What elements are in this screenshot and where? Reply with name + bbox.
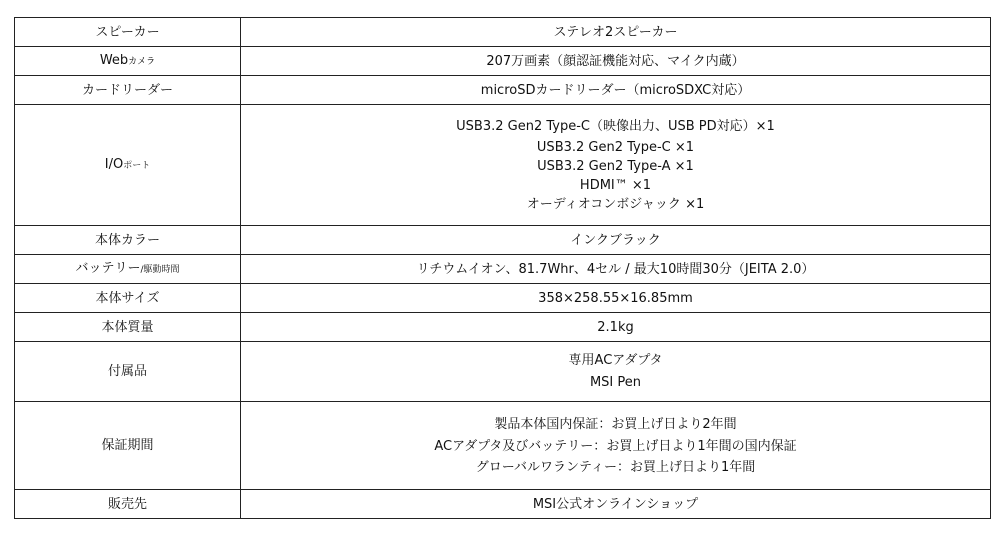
table-row-body-weight <box>15 313 991 342</box>
value-line: ACアダプタ及びバッテリー：お買上げ日より1年間の国内保証 <box>434 439 797 454</box>
row-label <box>15 342 241 402</box>
table-row-webcam <box>15 47 991 76</box>
value-line: 207万画素（顔認証機能対応、マイク内蔵） <box>486 53 745 69</box>
row-value <box>241 226 991 255</box>
row-label <box>15 226 241 255</box>
value-line: 製品本体国内保証：お買上げ日より2年間 <box>494 417 737 432</box>
value-line: ステレオ2スピーカー <box>553 24 678 40</box>
value-line: 358×258.55×16.85mm <box>538 290 693 306</box>
label-text: バッテリー <box>75 260 141 276</box>
row-label <box>15 490 241 519</box>
row-value <box>241 47 991 76</box>
table-row-body-color <box>15 226 991 255</box>
spec-table <box>14 17 991 519</box>
row-value <box>241 313 991 342</box>
table-row-battery <box>15 255 991 284</box>
row-label <box>15 18 241 47</box>
value-line: リチウムイオン、81.7Whr、4セル / 最大10時間30分（JEITA 2.0） <box>416 261 815 277</box>
label-small-text: ポート <box>123 160 151 171</box>
value-line: USB3.2 Gen2 Type-C（映像出力、USB PD対応）×1 <box>456 119 775 134</box>
value-line: USB3.2 Gen2 Type-C ×1 <box>536 140 695 155</box>
label-text: 本体カラー <box>94 232 160 248</box>
value-line: 専用ACアダプタ <box>568 352 663 368</box>
value-line: MSI Pen <box>589 374 642 390</box>
row-label <box>15 105 241 226</box>
row-value <box>241 76 991 105</box>
row-value <box>241 402 991 490</box>
label-text: スピーカー <box>95 24 160 40</box>
label-text: 付属品 <box>107 364 147 379</box>
row-value <box>241 18 991 47</box>
label-text: 販売先 <box>107 496 147 512</box>
row-label <box>15 255 241 284</box>
label-small-text: カメラ <box>128 56 156 67</box>
row-value <box>241 342 991 402</box>
value-line: HDMI™ ×1 <box>579 178 652 193</box>
label-text: 保証期間 <box>101 438 154 453</box>
label-text: Web <box>99 52 129 68</box>
label-text: 本体サイズ <box>95 290 160 306</box>
row-value <box>241 284 991 313</box>
row-value <box>241 255 991 284</box>
table-row-body-size <box>15 284 991 313</box>
table-row-speaker <box>15 18 991 47</box>
row-label <box>15 313 241 342</box>
table-row-card-reader <box>15 76 991 105</box>
row-label <box>15 47 241 76</box>
value-line: インクブラック <box>570 232 661 248</box>
row-value <box>241 490 991 519</box>
label-text: I/O <box>104 156 124 172</box>
label-text: カードリーダー <box>81 82 173 98</box>
row-label <box>15 402 241 490</box>
value-line: MSI公式オンラインショップ <box>532 496 699 512</box>
table-row-accessories <box>15 342 991 402</box>
label-text: 本体質量 <box>101 319 154 335</box>
table-row-io-ports <box>15 105 991 226</box>
value-line: 2.1kg <box>597 319 634 335</box>
label-small-text: /駆動時間 <box>140 264 180 275</box>
value-line: オーディオコンボジャック ×1 <box>526 197 705 212</box>
value-line: グローバルワランティー：お買上げ日より1年間 <box>475 460 756 475</box>
table-row-seller <box>15 490 991 519</box>
row-label <box>15 284 241 313</box>
value-line: microSDカードリーダー（microSDXC対応） <box>480 82 751 98</box>
row-value <box>241 105 991 226</box>
table-row-warranty <box>15 402 991 490</box>
row-label <box>15 76 241 105</box>
value-line: USB3.2 Gen2 Type-A ×1 <box>537 159 694 174</box>
